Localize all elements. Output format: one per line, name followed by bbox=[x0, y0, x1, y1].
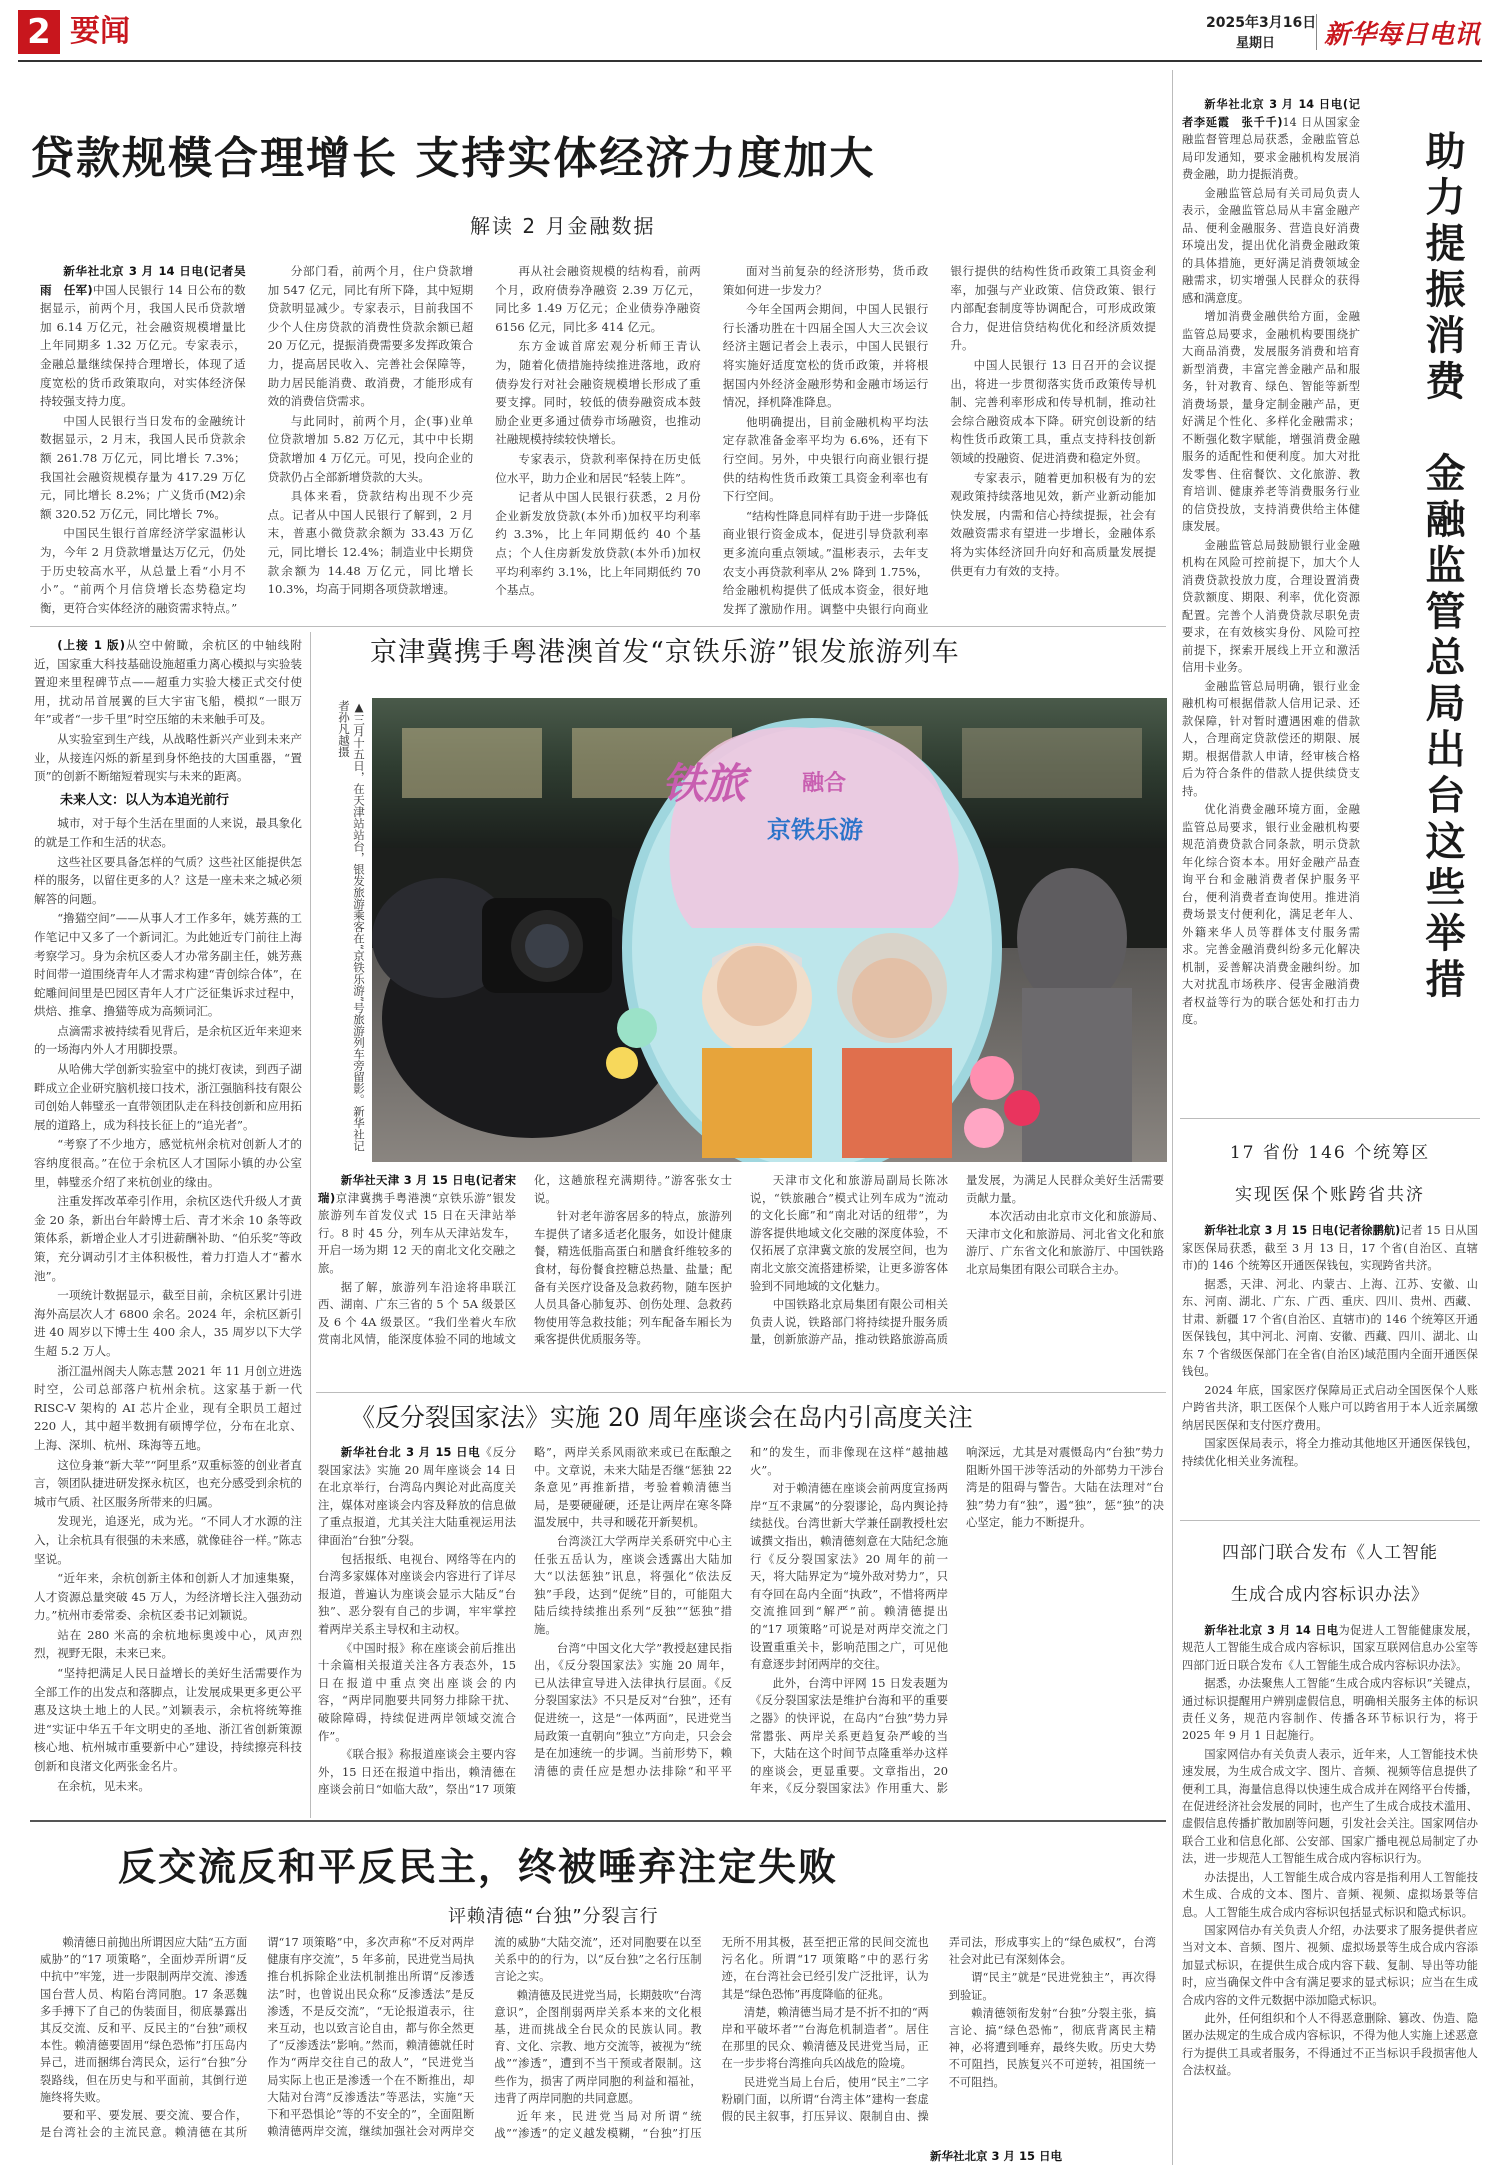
train-photo bbox=[372, 698, 1167, 1162]
loans-bottom-rule bbox=[30, 626, 1166, 627]
antisecession-paragraph: 《反分裂国家法》实施 20 周年座谈会 14 日在北京举行，台湾岛内舆论对此高度关注，媒体对座谈会内容及释放的信息做了重点报道，尤其关注大陆重视运用法律面治“台独”分裂。 bbox=[318, 1445, 516, 1547]
medical-dateline: 新华社北京 3 月 15 日电(记者徐鹏航) bbox=[1204, 1224, 1401, 1237]
train-paragraph: 京津冀携手粤港澳“京铁乐游”银发旅游列车首发仪式 15 日在天津站举行。8 时 45 分，列车从天津站发车，开启一场为期 12 天的南北文化交融之旅。 bbox=[318, 1190, 516, 1275]
page-header bbox=[18, 10, 1482, 58]
section-title: 要闻 bbox=[70, 14, 130, 49]
train-paragraph: 针对老年游客居多的特点，旅游列车提供了诸多适老化服务，如设计健康餐，精选低脂高蛋白和膳食纤维较多的食材，每份餐食控糖总热量、盐量；配备有关医疗设备及急救药物，随车医护人员具备心肺复苏、创伤处理、急救药物使用等急救技能；列车配备车厢长为乘客提供优质服务等。 bbox=[534, 1209, 732, 1347]
future-paragraph: 注重发挥改革牵引作用，余杭区迭代升级人才黄金 20 条，新出台年龄博士后、青才米余 10 条等政策体系，新增企业人才引进薪酬补助、“伯乐奖”等政策，充分调动引才主体积极性，着力打造人才“蓄水池”。 bbox=[34, 1194, 302, 1283]
ai-paragraph: 办法提出，人工智能生成合成内容是指利用人工智能技术生成、合成的文本、图片、音频、视频、虚拟场景等信息。人工智能生成合成内容标识包括显式标识和隐式标识。 bbox=[1182, 1870, 1478, 1919]
future-paragraph: “考察了不少地方，感觉杭州余杭对创新人才的容纳度很高。”在位于余杭区人才国际小镇的办公室里，韩璧丞介绍了来杭创业的缘由。 bbox=[34, 1137, 302, 1189]
train-headline: 京津冀携手粤港澳首发“京铁乐游”银发旅游列车 bbox=[370, 637, 960, 668]
loans-subtitle: 解读 2 月金融数据 bbox=[470, 214, 656, 238]
page-number-box: 2 bbox=[18, 10, 60, 54]
antisecession-body bbox=[318, 1444, 1164, 1814]
medical-paragraph: 记者 15 日从国家医保局获悉，截至 3 月 13 日，17 个省(自治区、直辖市)的 146 个统筹区开通医保钱包，实现跨省共济。 bbox=[1182, 1224, 1478, 1272]
loans-paragraph: 今年全国两会期间，中国人民银行行长潘功胜在十四届全国人大三次会议经济主题记者会上表示，中国人民银行将实施好适度宽松的货币政策，并将根据国内外经济金融形势和金融市场运行情况，择机降准降息。 bbox=[722, 302, 929, 410]
ai-headline-2: 生成合成内容标识办法》 bbox=[1231, 1585, 1429, 1605]
taiwan-paragraph: 清楚，赖清德当局才是不折不扣的“两岸和平破坏者”“台海危机制造者”。居住在那里的民众、赖清德及民进党当局，正在一步步将台湾推向兵凶战危的险境。 bbox=[721, 2005, 929, 2071]
loans-paragraph: 与此同时，前两个月，企(事)业单位贷款增加 5.82 万亿元，其中中长期贷款增加 4 万亿元。可见，投向企业的贷款仍占全部新增贷款的大头。 bbox=[267, 413, 474, 484]
antisecession-dateline: 新华社台北 3 月 15 日电 bbox=[340, 1445, 481, 1459]
consumer-paragraph: 金融监管总局有关司局负责人表示，金融监管总局从丰富金融产品、便利金融服务、营造良好消费环境出发，提出优化消费金融政策的具体措施，更好满足消费领域金融需求，切实增强人民群众的获得感和满意度。 bbox=[1182, 186, 1360, 305]
future-paragraph: 从实验室到生产线，从战略性新兴产业到未来产业，从接连闪烁的新星到身怀绝技的大国重器，“置顶”的创新不断缩短着现实与未来的距离。 bbox=[34, 731, 302, 784]
ai-paragraph: 据悉，办法聚焦人工智能“生成合成内容标识”关键点，通过标识提醒用户辨别虚假信息，明确相关服务主体的标识责任义务，规范内容制作、传播各环节标识行为，将于 2025 年 9 月 1 日起施行。 bbox=[1182, 1677, 1478, 1743]
antisecession-paragraph: 对于赖清德在座谈会前两度宣扬两岸“互不隶属”的分裂谬论，岛内舆论持续挞伐。台湾世新大学兼任副教授杜宏诚撰文指出，赖清德刻意在大陆纪念施行《反分裂国家法》20 周年的前一天，将大陆界定为“境外敌对势力”，只有夺回在岛内全面“执政”，不惜将两岸交流推回到“解严”前。赖清德提出的“17 项策略”可说是对两岸交流之门设置重重关卡，影响范围之广，可见他有意逐步封闭两岸的交往。 bbox=[750, 1481, 948, 1672]
antisecession-paragraph: 《联合报》称报道座谈会主要内容外，15 日还在报道中指出，赖清德在座谈会前日“如临大敌”，祭出“17 项策略”，两岸关系风雨欲来或已在酝酿之中。文章说，未来大陆是否继“惩独 22 条意见”再推新措，考验着赖清德当局，是要硬碰硬，还是让两岸在寒冬降温发展中，共寻和暖花开新契机。 bbox=[318, 1445, 732, 1797]
train-paragraph: 中国铁路北京局集团有限公司相关负责人说，铁路部门将持续提升服务质量，创新旅游产品，推动铁路旅游高质量发展，为满足人民群众美好生活需要贡献力量。 bbox=[750, 1173, 1164, 1347]
loans-paragraph: 东方金诚首席宏观分析师王青认为，随着化债措施持续推进落地，政府债券发行对社会融资规模增长形成了重要支撑。同时，较低的债券融资成本鼓励企业更多通过债券市场融资，也推动社融规模持续较快增长。 bbox=[495, 339, 701, 447]
taiwan-paragraph: 赖清德及民进党当局，长期鼓吹“台湾意识”，企图削弱两岸关系本来的文化根基，进而挑战全台民众的民族认同。教育、文化、宗教、地方交流等，被视为“统战”“渗透”，遭到不当干预或者限制。这些作为，损害了两岸同胞的利益和福祉，违背了两岸同胞的共同意愿。 bbox=[494, 1988, 702, 2105]
photo-sign-text: 铁旅 bbox=[662, 759, 747, 808]
train-paragraph: 本次活动由北京市文化和旅游局、天津市文化和旅游局、河北省文化和旅游厅、广东省文化和旅游厅、中国铁路北京局集团有限公司联合主办。 bbox=[966, 1209, 1164, 1276]
ai-paragraph: 国家网信办有关负责人介绍，办法要求了服务提供者应当对文本、音频、图片、视频、虚拟场景等生成合成内容添加显式标识，在提供生成合成内容下载、复制、导出等功能时，应当确保文件中含有满足要求的显式标识；应当在生成合成内容的文件元数据中添加隐式标识。 bbox=[1182, 1923, 1478, 2007]
taiwan-end-dateline: 新华社北京 3 月 15 日电 bbox=[930, 2149, 1063, 2163]
taiwan-paragraph: 民进党当局上台后，使用“民主”二字粉刷门面，以所谓“台湾主体”建构一套虚假的民主叙事，打压异议、限制自由、操弄司法，形成事实上的“绿色威权”，台湾社会对此已有深刻体会。 bbox=[721, 1936, 1156, 2124]
medical-headline-2: 实现医保个账跨省共济 bbox=[1235, 1185, 1425, 1205]
loans-headline: 贷款规模合理增长 支持实体经济力度加大 bbox=[30, 133, 876, 184]
future-paragraph: 浙江温州阁夫人陈志慧 2021 年 11 月创立进选时空，公司总部落户杭州余杭。这家基于新一代 RISC-V 架构的 AI 芯片企业，现有全职员工超过 220 人，其中超半数拥有硕博学位，分布在北京、上海、深圳、杭州、珠海等五地。 bbox=[34, 1363, 302, 1452]
taiwan-paragraph: 近年来，民进党当局对所谓“统战”“渗透”的定义越发模糊，“台独”打压无所不用其极，甚至把正常的民间交流也污名化。所谓“17 项策略”中的恶行劣迹，在台湾社会已经引发广泛批评，认为其是“绿色恐怖”再度降临的征兆。 bbox=[494, 1936, 929, 2141]
antisecession-paragraph: 此外，台湾中评网 15 日发表题为《反分裂国家法是维护台海和平的重要之器》的快评说，在岛内“台独”势力异常嚣张、两岸关系更趋复杂严峻的当下，大陆在这个时间节点隆重举办这样的座谈会，更显重要。文章指出，20 年来，《反分裂国家法》作用重大、影响深远，尤其是对震慑岛内“台独”势力阻断外国干涉等活动的外部势力干涉台湾是的阻碍与警告。大陆在法理对“台独”势力有“独”，遏“独”，惩“独”的决心坚定，能力不断提升。 bbox=[750, 1445, 1164, 1796]
train-bottom-rule bbox=[316, 1392, 1166, 1393]
consumer-paragraph: 优化消费金融环境方面，金融监管总局要求，银行业金融机构要规范消费贷款合同条款，明示贷款年化综合资本本。用好金融产品查询平台和金融消费者保护服务平台，便利消费者查询使用。推进消费场景支付便利化，满足老年人、外籍来华人员等群体支付服务需求。完善金融消费纠纷多元化解决机制，妥善解决消费金融纠纷。加大对扰乱市场秩序、侵害金融消费者权益等行为的联合惩处和打击力度。 bbox=[1182, 803, 1360, 1026]
antisecession-headline: 《反分裂国家法》实施 20 周年座谈会在岛内引高度关注 bbox=[350, 1403, 973, 1432]
loans-paragraph: 记者从中国人民银行获悉，2 月份企业新发放贷款(本外币)加权平均利率约 3.3%，比上年同期低约 40 个基点；个人住房新发放贷款(本外币)加权平均利率约 3.1%，比上年同期低约 70 个基点。 bbox=[495, 490, 701, 598]
consumer-paragraph: 金融监管总局鼓励银行业金融机构在风险可控前提下，加大个人消费贷款投放力度，合理设置消费贷款额度、期限、利率，优化资源配置。完善个人消费贷款尽职免责要求，在有效核实身份、风险可控前提下，探索开展线上开立和激活信用卡业务。 bbox=[1182, 538, 1360, 674]
antisecession-paragraph: 台湾“中国文化大学”教授赵建民指出，《反分裂国家法》实施 20 周年，已从法律宣导进入法律执行层面。《反分裂国家法》不只是反对“台独”，还有促进统一，这是“一体两面”，民进党当局政策一直朝向“独立”方向走，只会会是在加速统一的步调。当前形势下，赖清德的责任应是想办法排除“和平平和”的发生，而非像现在这样“越抽越火”。 bbox=[534, 1445, 948, 1778]
medical-paragraph: 2024 年底，国家医疗保障局正式启动全国医保个人账户跨省共济，职工医保个人账户可以跨省用于本人近亲属缴纳居民医保和支付医疗费用。 bbox=[1182, 1383, 1478, 1432]
consumer-dateline: 新华社北京 3 月 14 日电(记者李延霞 张千千) bbox=[1182, 98, 1360, 129]
ai-paragraph: 为促进人工智能健康发展，规范人工智能生成合成内容标识，国家互联网信息办公室等四部门近日联合发布《人工智能生成合成内容标识办法》。 bbox=[1182, 1624, 1478, 1672]
future-lead-prefix: (上接 1 版) bbox=[57, 638, 125, 652]
medical-paragraph: 国家医保局表示，将全力推动其他地区开通医保钱包，持续优化相关业务流程。 bbox=[1182, 1437, 1478, 1468]
future-paragraph: 这些社区要具备怎样的气质？这些社区能提供怎样的服务，以留住更多的人？这是一座未来之城必须解答的问题。 bbox=[34, 854, 302, 906]
loans-paragraph: 中国人民银行 14 日公布的数据显示，前两个月，我国人民币贷款增加 6.14 万亿元，社会融资规模增量比上年同期多 1.32 万亿元。专家表示，金融总量继续保持合理增长，体现了适度宽松的货币政策取向，对实体经济保持较强支持力度。 bbox=[40, 282, 246, 409]
loans-paragraph: 中国民生银行首席经济学家温彬认为，今年 2 月贷款增量达万亿元，仍处于历史较高水平，从总量上看“小月不小”。“前两个月信贷增长态势稳定均衡，更符合实体经济的融资需求特点。” bbox=[40, 526, 246, 615]
taiwan-paragraph: 谓“民主”就是“民进党独主”，再次得到验证。 bbox=[948, 1971, 1156, 2002]
loans-paragraph: 专家表示，贷款利率保持在历史低位水平，助力企业和居民“轻装上阵”。 bbox=[495, 451, 701, 485]
antisecession-paragraph: 《中国时报》称在座谈会前后推出十余篇相关报道关注各方表态外，15 日在报道中重点突出座谈会的内容，“两岸同胞要共同努力排除干扰、破除障碍，持续促进两岸领域交流合作”。 bbox=[318, 1640, 516, 1743]
taiwan-body bbox=[40, 1934, 1156, 2144]
future-paragraph: 这位身兼“新大苹”“阿里系”双重标签的创业者直言，领团队捷进研发探永杭区，也充分感受到余杭的城市气质、社区服务所带来的归属。 bbox=[34, 1457, 302, 1509]
loans-paragraph: 再从社会融资规模的结构看，前两个月，政府债券净融资 2.39 万亿元，同比多 1.49 万亿元；企业债券净融资 6156 亿元，同比多 414 亿元。 bbox=[495, 264, 701, 334]
consumer-paragraph: 金融监管总局明确，银行业金融机构可根据借款人信用记录、还款保障，针对暂时遭遇困难的借款人，合理商定贷款偿还的期限、展期。根据借款人申请，经审核合格后为符合条件的借款人提供续贷支持。 bbox=[1182, 679, 1360, 798]
loans-paragraph: 他明确提出，目前金融机构平均法定存款准备金率平均为 6.6%，还有下行空间。另外，中央银行向商业银行提供的结构性货币政策工具资金利率也有下行空间。 bbox=[722, 414, 929, 504]
future-paragraph: “近年来，余杭创新主体和创新人才加速集聚，人才资源总量突破 45 万人，为经济增长注入强劲动力。”杭州市委常委、余杭区委书记刘颖说。 bbox=[34, 1571, 302, 1623]
loans-dateline: 新华社北京 3 月 14 日电(记者吴雨 任军) bbox=[40, 264, 246, 297]
consumer-vertical-headline: 助力提振消费 金融监管总局出台这些举措 bbox=[1419, 130, 1466, 1004]
loans-paragraph: “结构性降息同样有助于进一步降低商业银行资金成本，促进引导贷款利率更多流向重点领域。”温彬表示，去年支农支小再贷款利率从 2% 降到 1.75%，给金融机构提供了低成本资金，很好地发挥了激励作用。调整中央银行向商业银行提供的结构性货币政策工具资金利率，加强与产业政策、信贷政策、银行内部配套制度等协调配合，可形成政策合力，促进信贷结构优化和经济质效提升。 bbox=[722, 264, 1156, 616]
train-paragraph: 据了解，旅游列车沿途将串联江西、湖南、广东三省的 5 个 5A 级景区及 6 个 4A 级景区。“我们坐着火车欣赏南北风情，能深度体验不同的地域文化，这趟旅程充满期待。”游客张女士说。 bbox=[318, 1173, 732, 1347]
consumer-paragraph: 增加消费金融供给方面，金融监管总局要求，金融机构要围绕扩大商品消费，发展服务消费和培育新型消费，丰富完善金融产品和服务，针对教育、绿色、智能等新型消费场景，量身定制金融产品，更好满足个性化、多样化金融需求；不断强化数字赋能，增强消费金融服务的适配性和便利度。加大对批发零售、住宿餐饮、文化旅游、教育培训、健康养老等消费服务行业的信贷投放，支持消费供给主体健康发展。 bbox=[1182, 310, 1360, 533]
brand-logo: 新华每日电讯 bbox=[1324, 20, 1481, 50]
consumer-body bbox=[1182, 96, 1360, 1106]
ai-dateline: 新华社北京 3 月 14 日电 bbox=[1204, 1624, 1339, 1637]
medical-body bbox=[1182, 1222, 1478, 1512]
future-paragraph: 在余杭，见未来。 bbox=[57, 1778, 150, 1793]
consumer-paragraph: 14 日从国家金融监督管理总局获悉，金融监管总局印发通知，要求金融机构发展消费金融，助力提振消费。 bbox=[1182, 115, 1360, 181]
train-photo-illustration bbox=[372, 698, 1167, 1162]
taiwan-paragraph: 赖清德领衔发射“台独”分裂主张，搞言论、搞“绿色恐怖”，彻底背离民主精神，必将遭到唾弃，最终失败。历史大势不可阻挡，民族复兴不可逆转，祖国统一不可阻挡。 bbox=[948, 2006, 1156, 2089]
train-paragraph: 天津市文化和旅游局副局长陈冰说，“铁旅融合”模式让列车成为“流动的文化长廊”和“南北对话的纽带”，为游客提供地域文化交融的深度体验，不仅拓展了京津冀文旅的发展空间，也为南北文旅交流搭建桥梁，让更多游客体验到不同地域的文化魅力。 bbox=[750, 1173, 948, 1293]
photo-sign-text: 融合 bbox=[802, 771, 847, 796]
taiwan-paragraph: 要和平、要发展、要交流、要合作，是台湾社会的主流民意。赖清德在其所谓“17 项策略”中，多次声称“不反对两岸健康有序交流”，5 年多前，民进党当局执推台机拆除企业法机制推出所谓“反渗透法”时，也曾说出民众称“反渗透法”是反渗透，不是反交流”，“无论报道表示，往来互动，也以致言论自由，都与你全然更了“反渗透法”影响。”然而，赖清德就任时作为“两岸交往自己的敌人”，“民进党当局实际上也正是渗透一个在不断推出，却大陆对台湾“反渗透法”等恶法，实施“天下和平恐惧论”等的不安全的”，全面阻断赖清德两岸交流，继续加强社会对两岸交流的威胁“大陆交流”，还对同胞要在以至关系中的的行为，以“反台独”之名行压制言论之实。 bbox=[40, 1936, 702, 2140]
medical-paragraph: 据悉，天津、河北、内蒙古、上海、江苏、安徽、山东、河南、湖北、广东、广西、重庆、四川、贵州、西藏、甘肃、新疆 17 个省(自治区、直辖市)的 146 个统筹区开通医保钱包，其中河北、河南、安徽、西藏、四川、湖北、山东 7 个省级医保部门在全省(自治区)域范围内全面开通医保钱包。 bbox=[1182, 1277, 1478, 1378]
medical-bottom-rule bbox=[1180, 1520, 1480, 1521]
consumer-bottom-rule bbox=[1180, 1118, 1480, 1119]
ai-paragraph: 国家网信办有关负责人表示，近年来，人工智能技术快速发展，为生成合成文字、图片、音频、视频等信息提供了便利工具，海量信息得以快速生成合成并在网络平台传播，在促进经济社会发展的同时，也产生了生成合成技术滥用、虚假信息传播扩散加剧等问题，引发社会关注。国家网信办联合工业和信息化部、公安部、国家广播电视总局制定了办法，进一步规范人工智能生成合成内容标识行为。 bbox=[1182, 1747, 1478, 1866]
loans-paragraph: 分部门看，前两个月，住户贷款增加 547 亿元，同比有所下降，其中短期贷款明显减少。专家表示，目前我国不少个人住房贷款的消费性贷款余额已超 20 万亿元，提振消费需要多发挥政策合力，提高居民收入、完善社会保障等，助力居民能消费、敢消费，才能形成有效的消费信贷需求。 bbox=[267, 264, 474, 409]
loans-paragraph: 面对当前复杂的经济形势，货币政策如何进一步发力？ bbox=[722, 264, 929, 297]
loans-paragraph: 专家表示，随着更加积极有为的宏观政策持续落地见效，新产业新动能加快发展，内需和信心持续提振，社会有效融资需求有望进一步增长，金融体系将为实体经济回升向好和高质量发展提供更有力有效的支持。 bbox=[950, 470, 1156, 578]
future-paragraph: “撸猫空间”——从事人才工作多年，姚芳燕的工作笔记中又多了一个新词汇。为此她近专门前往上海考察学习。身为余杭区委人才办常务副主任，姚芳燕时间带一道围绕青年人才需求构建“青创综合体”，在蛇雕间间里是巴园区青年人才广泛征集诉求过程中，烘焙、推拿、撸猫等成为高频词汇。 bbox=[34, 911, 302, 1019]
ai-paragraph: 此外，任何组织和个人不得恶意删除、篡改、伪造、隐匿办法规定的生成合成内容标识，不得为他人实施上述恶意行为提供工具或者服务，不得通过不正当标识手段损害他人合法权益。 bbox=[1182, 2011, 1478, 2078]
future-subhead: 未来人文：以人为本追光前行 bbox=[60, 792, 230, 808]
loans-paragraph: 具体来看，贷款结构出现不少亮点。记者从中国人民银行了解到，2 月末，普惠小微贷款余额为 33.43 万亿元，同比增长 12.4%；制造业中长期贷款余额为 14.48 万亿元，同比增长 10.3%，均高于同期各项贷款增速。 bbox=[267, 489, 474, 597]
medical-headline-1: 17 省份 146 个统筹区 bbox=[1229, 1143, 1431, 1163]
taiwan-headline: 反交流反和平反民主，终被唾弃注定失败 bbox=[118, 1844, 839, 1889]
future-paragraph: 一项统计数据显示，截至目前，余杭区累计引进海外高层次人才 6800 余名。2024 年，余杭区新引进 40 周岁以下博士生 400 余人，35 周岁以下大学生超 5.2 万人。 bbox=[34, 1288, 302, 1358]
ai-headline-1: 四部门联合发布《人工智能 bbox=[1222, 1543, 1438, 1563]
ai-body bbox=[1182, 1622, 1478, 2162]
future-paragraph: 站在 280 米高的余杭地标奥竣中心，风声烈烈，视野无限，未来已来。 bbox=[34, 1627, 302, 1661]
right-column-rule bbox=[1172, 70, 1173, 2165]
loans-body bbox=[40, 262, 1156, 620]
future-column-rule bbox=[310, 632, 311, 1818]
train-photo-caption: ▲三月十五日，在天津站站台，银发旅游乘客在“京铁乐游”号旅游列车旁留影。新华社记者孙凡越摄 bbox=[337, 700, 366, 1152]
header-divider bbox=[1316, 14, 1317, 50]
antisecession-paragraph: 包括报纸、电视台、网络等在内的台湾多家媒体对座谈会内容进行了详尽报道，普遍认为座谈会显示大陆反“台独”、恶分裂有自己的步调，牢牢掌控着两岸关系主导权和主动权。 bbox=[318, 1551, 516, 1636]
taiwan-paragraph: 赖清德日前抛出所谓因应大陆“五方面威胁”的“17 项策略”，全面炒弄所谓“反中抗中”牢笼，进一步限制两岸交流、渗透国台营人员、构陷台湾同胞。17 条恶魏多手搏下了自己的伪装面目，彻底暴露出其反交流、反和平、反民主的“台独”顽权本性。赖清德要固用“绿色恐怖”打压岛内异己，进而捆绑台湾民众，运行“台独”分裂路线，但在历史与和平面前，其倒行逆施终将失败。 bbox=[40, 1936, 248, 2104]
train-dateline: 新华社天津 3 月 15 日电(记者宋瑞) bbox=[318, 1173, 516, 1205]
future-paragraph: 从哈佛大学创新实验室中的挑灯夜读，到西子湖畔成立企业研究脑机接口技术，浙江强脑科技有限公司创始人韩璧丞一直带领团队走在科技创新和应用拓展的道路上，成为科技长征上的“追光者”。 bbox=[34, 1062, 302, 1132]
train-body bbox=[318, 1172, 1164, 1384]
antisecession-bottom-rule bbox=[30, 1820, 1166, 1822]
future-paragraph: 发现光，追逐光，成为光。“不同人才水源的注入，让余杭具有很强的未来感，就像硅谷一样。”陈志坚说。 bbox=[34, 1514, 302, 1566]
header-rule bbox=[18, 60, 1482, 62]
future-paragraph: 城市，对于每个生活在里面的人来说，最具象化的就是工作和生活的状态。 bbox=[34, 816, 302, 849]
loans-paragraph: 中国人民银行 13 日召开的会议提出，将进一步贯彻落实货币政策传导机制、完善利率形成和传导机制，推动社会综合融资成本下降。研究创设新的结构性货币政策工具，重点支持科技创新领域的投融资、促进消费和稳定外贸。 bbox=[950, 357, 1156, 465]
future-paragraph: “坚持把满足人民日益增长的美好生活需要作为全部工作的出发点和落脚点，让发展成果更多更公平惠及这块土地上的人民。”刘颖表示，余杭将统筹推进“实证中华五千年文明史的圣地、浙江省创新策源核心地、杭州城市重要新中心”建设，持续擦亮科技创新和良渚文化两张金名片。 bbox=[34, 1666, 302, 1774]
future-body bbox=[34, 636, 302, 1812]
loans-paragraph: 中国人民银行当日发布的金融统计数据显示，2 月末，我国人民币贷款余额 261.78 万亿元，同比增长 7.3%；我国社会融资规模存量为 417.29 万亿元，同比增长 8.2%；广义货币(M2)余额 320.52 万亿元，同比增长 7%。 bbox=[40, 413, 246, 521]
future-paragraph: 点滴需求被持续看见背后，是余杭区近年来迎来的一场海内外人才用脚投票。 bbox=[34, 1023, 302, 1057]
photo-sign-text: 京铁乐游 bbox=[767, 816, 863, 844]
issue-date: 2025年3月16日 bbox=[1206, 15, 1317, 31]
antisecession-paragraph: 台湾淡江大学两岸关系研究中心主任张五岳认为，座谈会透露出大陆加大“以法惩独”讯息，将强化“依法反独”手段，达到“促统”目的，可能阻大陆后续持续推出系列“反独”“惩独”措施。 bbox=[534, 1533, 732, 1636]
future-paragraph: 从空中俯瞰，余杭区的中轴线附近，国家重大科技基础设施超重力离心模拟与实验装置迎来里程碑节点——超重力实验大楼正式交付使用，扰动吊首展翼的巨大宇宙飞船，模拟“一眼万年”或者“一步千里”时空压缩的未来触手可及。 bbox=[34, 638, 302, 727]
issue-weekday: 星期日 bbox=[1236, 36, 1276, 51]
taiwan-subtitle: 评赖清德“台独”分裂言行 bbox=[448, 1906, 659, 1927]
